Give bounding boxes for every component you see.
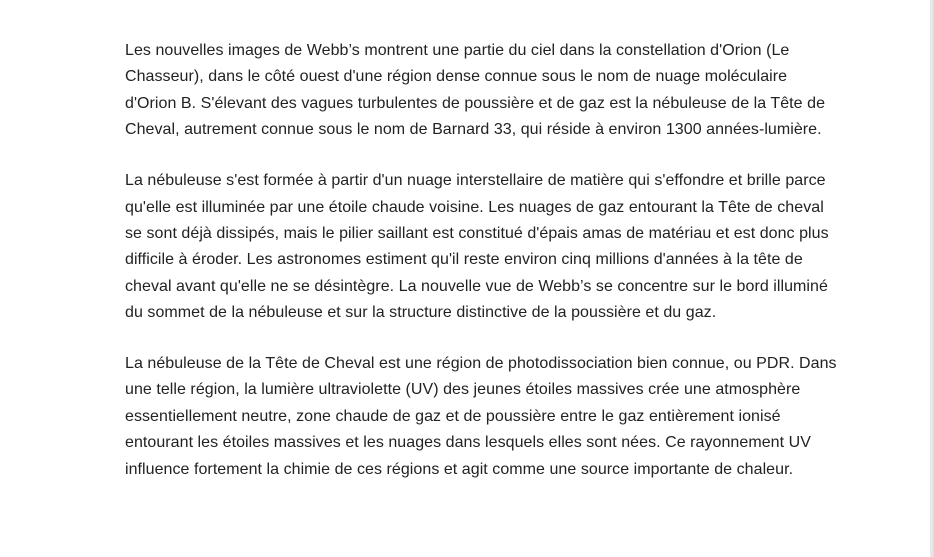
article-body (125, 38, 841, 508)
article-paragraph-1: Les nouvelles images de Webb’s montrent une partie du ciel dans la constellation d'Orion (Le Chasseur), dans le côté ouest d'une région dense connue sous le nom de nuage moléculaire d'Orion B. S'élevant des vagues turbulentes de poussière et de gaz est la nébuleuse de la Tête de Cheval, autrement connue sous le nom de Barnard 33, qui réside à environ 1300 années-lumière. (125, 42, 826, 139)
article-paragraph-3: La nébuleuse de la Tête de Cheval est une région de photodissociation bien connue, ou PDR. Dans une telle région, la lumière ultraviolette (UV) des jeunes étoiles massives crée une atmosphère essentiellement neutre, zone chaude de gaz et de poussière entre le gaz entièrement ionisé entourant les étoiles massives et les nuages dans lesquels elles sont nées. Ce rayonnement UV influence fortement la chimie de ces régions et agit comme une source importante de chaleur. (125, 355, 837, 478)
article-paragraph-2: La nébuleuse s'est formée à partir d'un nuage interstellaire de matière qui s'effondre et brille parce qu'elle est illuminée par une étoile chaude voisine. Les nuages de gaz entourant la Tête de cheval se sont déjà dissipés, mais le pilier saillant est constitué d'épais amas de matériau et est donc plus difficile à éroder. Les astronomes estiment qu'il reste environ cinq millions d'années à la tête de cheval avant qu'elle ne se désintègre. La nouvelle vue de Webb’s se concentre sur le bord illuminé du sommet de la nébuleuse et sur la structure distinctive de la poussière et du gaz. (125, 172, 829, 322)
window-right-edge (930, 0, 934, 557)
